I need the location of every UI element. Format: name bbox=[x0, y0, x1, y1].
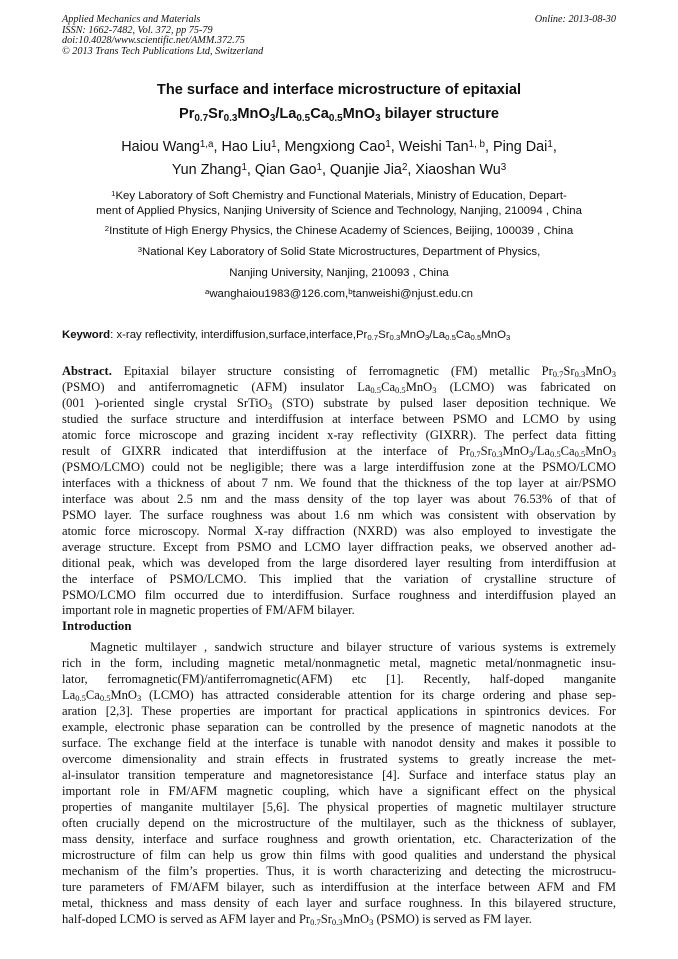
abstract-line: studied the surface structure and interdiffusion at interface between PSMO and LCMO by using bbox=[62, 412, 616, 426]
abstract-line: (PSMO) and antiferromagnetic (AFM) insulator $La_{0.5}Ca_{0.5}MnO_3$ (LCMO) was fabricated on bbox=[62, 380, 616, 396]
abstract-line: atomic force microscope and grazing incident x-ray reflectivity (GIXRR). The perfect data fitting bbox=[62, 428, 616, 442]
intro-line: $La_{0.5}Ca_{0.5}MnO_3$ (LCMO) has attracted considerable attention for its charge ordering and phase sep- bbox=[62, 688, 616, 704]
abstract-line: ditional peak, which was developed from the large disordered layer resulting from interdiffusion at bbox=[62, 556, 616, 570]
intro-line: microstructure of film can help us grow thin films with good qualities and understand the physical bbox=[62, 848, 616, 862]
intro-line: mass density, interface and surface roughness and growth orientation, etc. Characterization of the bbox=[62, 832, 616, 846]
author-emails[interactable]: $^a$wanghaiou1983@126.com,$^b$tanweishi@njust.edu.cn bbox=[205, 286, 473, 300]
intro-line: properties of manganite multilayer [5,6]. The physical properties of magnetic multilayer structure bbox=[62, 800, 616, 814]
paper-title-line-1: The surface and interface microstructure of epitaxial bbox=[156, 82, 522, 98]
abstract-line: important role in magnetic properties of FM/AFM bilayer. bbox=[62, 603, 355, 617]
intro-line: overcome dimensionality and strain effects in frustrated systems to greatly increase the met- bbox=[62, 752, 616, 766]
intro-line: lator, ferromagnetic(FM)/antiferromagnetic(AFM) etc [1]. Recently, half-doped manganite bbox=[62, 672, 616, 686]
paper-title-line-2: $Pr_{0.7}Sr_{0.3}MnO_3/La_{0.5}Ca_{0.5}MnO_3$ bilayer structure bbox=[178, 106, 500, 124]
abstract-line: atomic force microscopy. Normal X-ray diffraction (NXRD) was also employed to investigate the bbox=[62, 524, 616, 538]
intro-line: aration [2,3]. These properties are important for practical applications in spintronics devices. For bbox=[62, 704, 616, 718]
abstract-line: interfaces with a thickness of about 7 nm. We found that the thickness of the top layer at air/PSMO bbox=[62, 476, 616, 490]
issn: ISSN: 1662-7482, Vol. 372, pp 75-79 bbox=[62, 24, 213, 36]
email-b-link[interactable]: tanweishi@njust.edu.cn bbox=[352, 288, 473, 300]
abstract-line: result of GIXRR indicated that interdiffusion at the interface of $Pr_{0.7}Sr_{0.3}MnO_3/La_{0.5}Ca_{0.5}MnO_3$ bbox=[62, 444, 616, 460]
abstract-line: (001 )-oriented single crystal SrTiO$_3$ (STO) substrate by pulsed laser deposition technique. We bbox=[62, 396, 616, 412]
abstract-line: the interface of PSMO/LCMO. This implied that the variation of crystalline structure of bbox=[62, 572, 616, 586]
abstract-line: (PSMO/LCMO) could not be negligible; there was a large interdiffusion zone at the PSMO/LCMO bbox=[62, 460, 616, 474]
abstract-line: PSMO/LCMO film occurred due to interdiffusion. Surface roughness and interdiffusion played an bbox=[62, 588, 616, 602]
keywords-label: Keyword bbox=[62, 329, 111, 341]
affiliation-1: $^1$Key Laboratory of Soft Chemistry and Functional Materials, Ministry of Education, Depart- bbox=[111, 188, 567, 202]
intro-line: often crucially depend on the microstructure of the multilayer, such as the thickness of sublayer, bbox=[62, 816, 616, 830]
abstract-line: average structure. Except from PSMO and LCMO layer diffraction peaks, we observed another ad- bbox=[62, 540, 616, 554]
intro-line: Magnetic multilayer , sandwich structure and bilayer structure of various systems is extremely bbox=[90, 640, 616, 654]
abstract-line: Abstract. Epitaxial bilayer structure consisting of ferromagnetic (FM) metallic $Pr_{0.7}Sr_{0.3}MnO_3$ bbox=[62, 364, 616, 380]
journal-name: Applied Mechanics and Materials bbox=[62, 14, 201, 25]
affiliation-1-cont: ment of Applied Physics, Nanjing University of Science and Technology, Nanjing, 210094 , China bbox=[96, 205, 582, 217]
intro-line: metal, thickness and mass density of each layer and surface roughness. In this bilayered structure, bbox=[62, 896, 616, 910]
intro-line: half-doped LCMO is served as AFM layer and $Pr_{0.7}Sr_{0.3}MnO_3$ (PSMO) is served as FM layer. bbox=[62, 912, 532, 928]
intro-line: mechanism of the film’s properties. Thus, it is worth characterizing and detecting the microstrucu- bbox=[62, 864, 616, 878]
section-heading-introduction: Introduction bbox=[62, 619, 132, 633]
affiliation-3-cont: Nanjing University, Nanjing, 210093 , China bbox=[229, 267, 449, 279]
abstract-line: PSMO layer. The surface roughness was about 1.6 nm which was consistent with observation by bbox=[62, 508, 616, 522]
abstract-line: interface was about 2.5 nm and the mass density of the top layer was about 76.53% of that of bbox=[62, 492, 616, 506]
intro-line: rich in the form, including magnetic metal/nonmagnetic metal, magnetic metal/nonmagnetic insu- bbox=[62, 656, 616, 670]
intro-line: important role in FM/AFM magnetic coupling, which have a significant effect on the physical bbox=[62, 784, 616, 798]
author-list-line-2: Yun Zhang$^1$, Qian Gao$^1$, Quanjie Jia$^2$, Xiaoshan Wu$^3$ bbox=[171, 161, 507, 178]
keywords: Keyword: x-ray reflectivity, $interdiffusion,surface,interface,Pr_{0.7}Sr_{0.3}MnO_3/La_{0.5}Ca_{0.5}MnO_3$ bbox=[62, 329, 511, 343]
online-date: Online: 2013-08-30 bbox=[534, 14, 616, 25]
copyright: © 2013 Trans Tech Publications Ltd, Switzerland bbox=[62, 45, 264, 57]
email-a-link[interactable]: wanghaiou1983@126.com, bbox=[209, 288, 349, 300]
intro-line: surface. The exchange field at the interface is tunable with nanodot density and makes it possible to bbox=[62, 736, 616, 750]
intro-line: al-insulator transition temperature and magnetoresistance [4]. Surface and interface status play an bbox=[62, 768, 616, 782]
affiliation-3: $^3$National Key Laboratory of Solid State Microstructures, Department of Physics, bbox=[137, 244, 541, 258]
author-list-line-1: Haiou Wang$^{1,a}$, Hao Liu$^1$, Mengxiong Cao$^1$, Weishi Tan$^{1, b}$, Ping Dai$^1$, bbox=[121, 138, 557, 155]
journal-header bbox=[62, 15, 616, 57]
intro-line: ture parameters of FM/AFM bilayer, such as interdiffusion at the interface between AFM and FM bbox=[62, 880, 616, 894]
doi: doi:10.4028/www.scientific.net/AMM.372.75 bbox=[62, 35, 245, 47]
affiliation-2: $^2$Institute of High Energy Physics, the Chinese Academy of Sciences, Beijing, 100039 , China bbox=[104, 223, 574, 237]
intro-line: example, electronic phase separation can be controlled by the presence of magnetic nanodots at the bbox=[62, 720, 616, 734]
